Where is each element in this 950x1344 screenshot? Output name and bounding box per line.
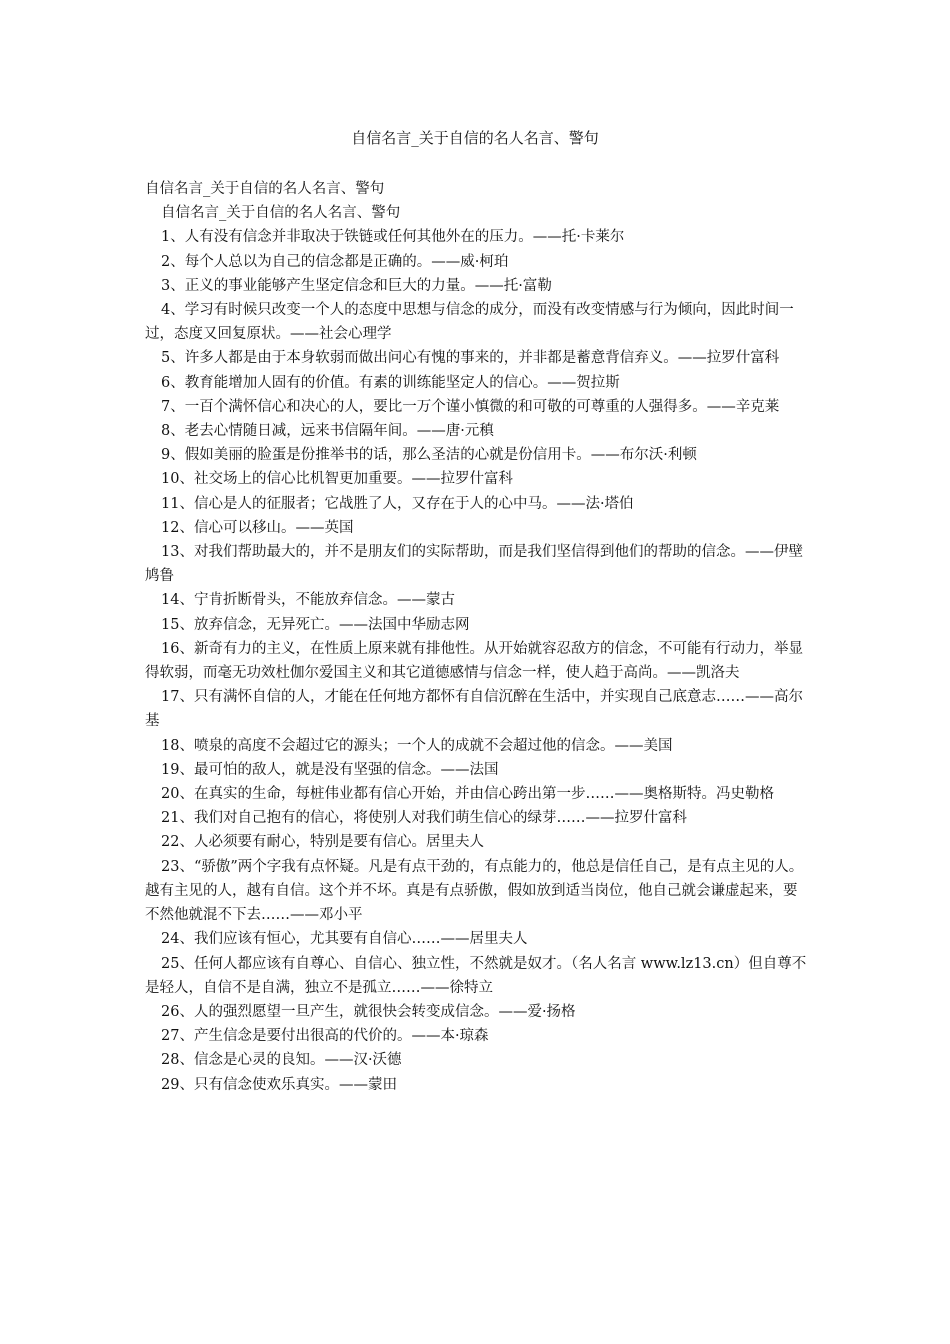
quote-item: 19、最可怕的敌人，就是没有坚强的信念。——法国: [161, 761, 499, 778]
quote-item: 22、人必须要有耐心，特别是要有信心。居里夫人: [161, 834, 484, 851]
quote-item: 11、信心是人的征服者；它战胜了人，又存在于人的心中马。——法·塔伯: [161, 495, 634, 512]
quote-item: 1、人有没有信念并非取决于铁链或任何其他外在的压力。——托·卡莱尔: [161, 229, 625, 246]
quote-item: 28、信念是心灵的良知。——汉·沃德: [161, 1052, 402, 1069]
quote-item: 17、只有满怀自信的人，才能在任何地方都怀有自信沉醉在生活中，并实现自己底意志……——高尔基: [145, 689, 803, 730]
quote-item: 2、每个人总以为自己的信念都是正确的。——威·柯珀: [161, 253, 509, 270]
quote-item: 25、任何人都应该有自尊心、自信心、独立性，不然就是奴才。（名人名言 www.lz13.cn）但自尊不是轻人，自信不是自满，独立不是孤立……——徐特立: [145, 955, 807, 996]
quote-item: 14、宁肯折断骨头，不能放弃信念。——蒙古: [161, 592, 455, 609]
quote-item: 13、对我们帮助最大的，并不是朋友们的实际帮助，而是我们坚信得到他们的帮助的信念。——伊壁鸠鲁: [145, 544, 803, 585]
quote-item: 3、正义的事业能够产生坚定信念和巨大的力量。——托·富勒: [161, 277, 552, 294]
document-body: [145, 177, 810, 1097]
quote-item: 6、教育能增加人固有的价值。有素的训练能坚定人的信心。——贺拉斯: [161, 374, 620, 391]
quote-item: 8、老去心情随日减，远来书信隔年间。——唐·元稹: [161, 423, 494, 440]
quote-item: 24、我们应该有恒心，尤其要有自信心……——居里夫人: [161, 931, 528, 948]
quote-item: 5、许多人都是由于本身软弱而做出问心有愧的事来的，并非都是蓄意背信弃义。——拉罗什富科: [161, 350, 780, 367]
quote-item: 10、社交场上的信心比机智更加重要。——拉罗什富科: [161, 471, 513, 488]
quote-item: 27、产生信念是要付出很高的代价的。——本·琼森: [161, 1028, 489, 1045]
quote-item: 26、人的强烈愿望一旦产生，就很快会转变成信念。——爱·扬格: [161, 1003, 576, 1020]
quote-item: 12、信心可以移山。——英国: [161, 519, 354, 536]
quote-item: 4、学习有时候只改变一个人的态度中思想与信念的成分，而没有改变情感与行为倾向，因此时间一过，态度又回复原状。——社会心理学: [145, 302, 794, 343]
quote-item: 29、只有信念使欢乐真实。——蒙田: [161, 1076, 397, 1093]
quote-item: 7、一百个满怀信心和决心的人，要比一万个谨小慎微的和可敬的可尊重的人强得多。——辛克莱: [161, 398, 780, 415]
quote-item: 16、新奇有力的主义，在性质上原来就有排他性。从开始就容忍敌方的信念，不可能有行动力，举显得软弱，而毫无功效杜伽尔爱国主义和其它道德感情与信念一样，使人趋于高尚。——凯洛夫: [145, 640, 803, 682]
quote-item: 20、在真实的生命，每桩伟业都有信心开始，并由信心跨出第一步……——奥格斯特。冯史勒格: [161, 786, 774, 803]
quote-list: [145, 225, 810, 1096]
quote-item: 9、假如美丽的脸蛋是份推举书的话，那么圣洁的心就是份信用卡。——布尔沃·利顿: [161, 447, 697, 464]
quote-item: 23、“骄傲”两个字我有点怀疑。凡是有点干劲的，有点能力的，他总是信任自己，是有点主见的人。越有主见的人，越有自信。这个并不坏。真是有点骄傲，假如放到适当岗位，他自己就会谦虚起来，要不然他就混不下去……——邓小平: [145, 858, 804, 924]
document-subheading: 自信名言_关于自信的名人名言、警句: [161, 205, 401, 222]
quote-item: 21、我们对自己抱有的信心，将使别人对我们萌生信心的绿芽……——拉罗什富科: [161, 810, 687, 827]
quote-item: 15、放弃信念，无异死亡。——法国中华励志网: [161, 616, 470, 633]
quote-item: 18、喷泉的高度不会超过它的源头；一个人的成就不会超过他的信念。——美国: [161, 737, 673, 754]
page-title: 自信名言_关于自信的名人名言、警句: [351, 129, 599, 147]
document-heading: 自信名言_关于自信的名人名言、警句: [145, 181, 385, 197]
